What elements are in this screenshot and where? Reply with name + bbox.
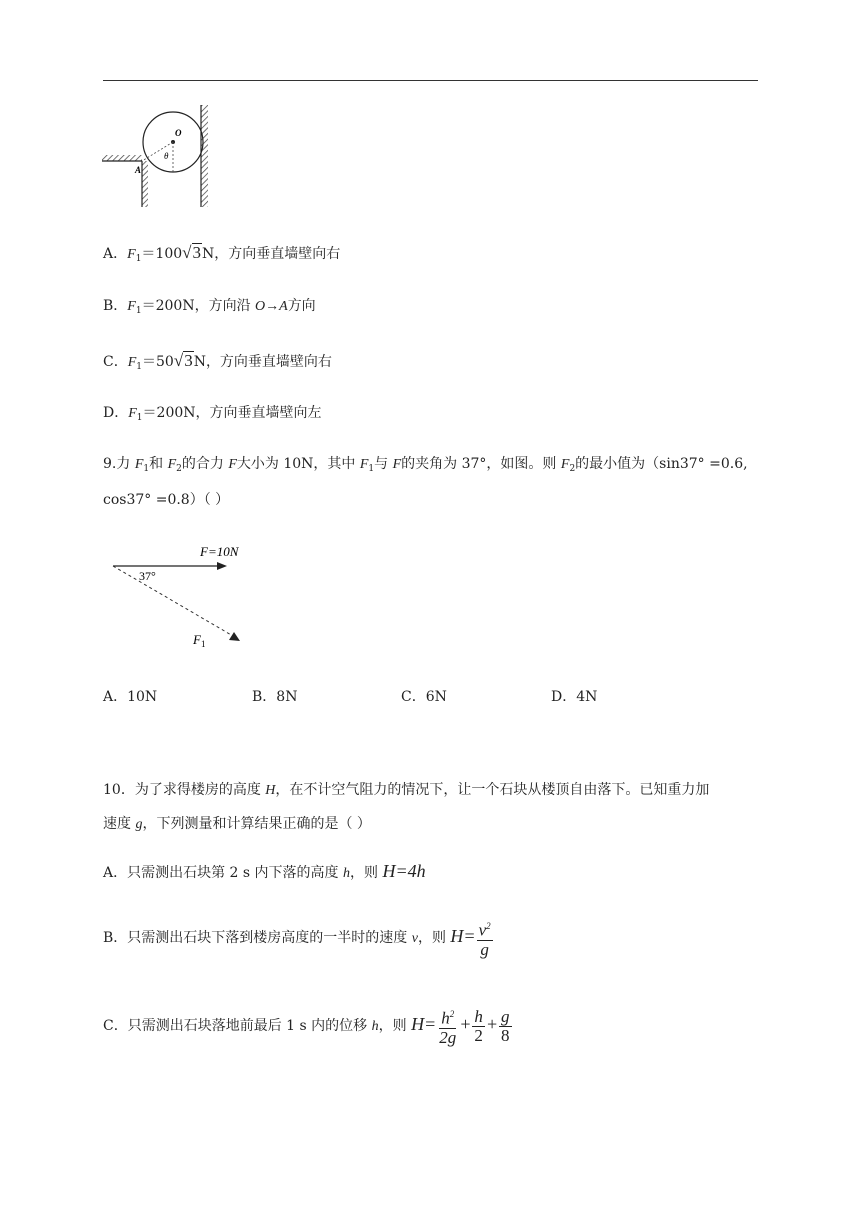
sqrt-symbol: √3 [182,243,201,262]
q8-option-a[interactable]: A．$F_1=100√3N$，方向垂直墙壁向右 [103,243,341,264]
q10-stem-line2: 速度 g，下列测量和计算结果正确的是（ ） [103,816,371,832]
q10-option-a[interactable]: A．只需测出石块第 2 s 内下落的高度 h，则 H=4h [103,861,426,881]
label-A: A [135,165,142,175]
label-O: O [175,128,182,138]
q8-option-c[interactable]: C．$F_1=50√3N$，方向垂直墙壁向右 [103,351,332,372]
label-theta: θ [164,151,169,161]
angle-label: 37° [139,569,156,583]
force-diagram [105,540,255,650]
q9-option-a[interactable]: A．10N [103,689,158,705]
fraction-v2-over-g: $\frac{v^2}{g}$ [477,917,493,959]
q9-stem-line1: 9.力 $F_1$和 $F_2$的合力 F大小为 10N，其中 $F_1$与 F的夹角为 37°，如图。则 $F_2$的最小值为（sin37° =0.6, [103,456,748,474]
sphere-wall-figure [100,105,215,210]
q8-option-d[interactable]: D．$F_1=200N$，方向垂直墙壁向左 [103,405,322,423]
q10-option-c[interactable]: C．只需测出石块落地前最后 1 s 内的位移 h，则 H= $\frac{h^2}{2g}$ + $\frac{h}{2}$ + $\frac{g}{8}$ [103,1006,510,1047]
header-rule [103,80,758,81]
q9-option-c[interactable]: C．6N [401,689,447,705]
force-label: F=10N [200,544,239,559]
f1-label: $F_1$ [193,632,206,649]
q9-option-b[interactable]: B．8N [252,689,298,705]
sqrt-symbol: √3 [173,351,193,370]
q9-stem-line2: cos37° =0.8）（ ） [103,492,230,508]
q8-option-b[interactable]: B．$F_1=200N$，方向沿 O→A方向 [103,298,316,316]
fraction-g-over-8: $\frac{g}{8}$ [501,1006,510,1045]
fraction-h2-over-2g: $\frac{h^2}{2g}$ [437,1005,458,1047]
q10-stem-line1: 10．为了求得楼房的高度 H，在不计空气阻力的情况下，让一个石块从楼顶自由落下。已知重力加 [103,782,710,798]
q9-option-d[interactable]: D．4N [551,689,598,705]
q10-option-b[interactable]: B．只需测出石块下落到楼房高度的一半时的速度 v，则 H= $\frac{v^2}{g}$ [103,914,494,958]
fraction-h-over-2: $\frac{h}{2}$ [474,1006,483,1045]
